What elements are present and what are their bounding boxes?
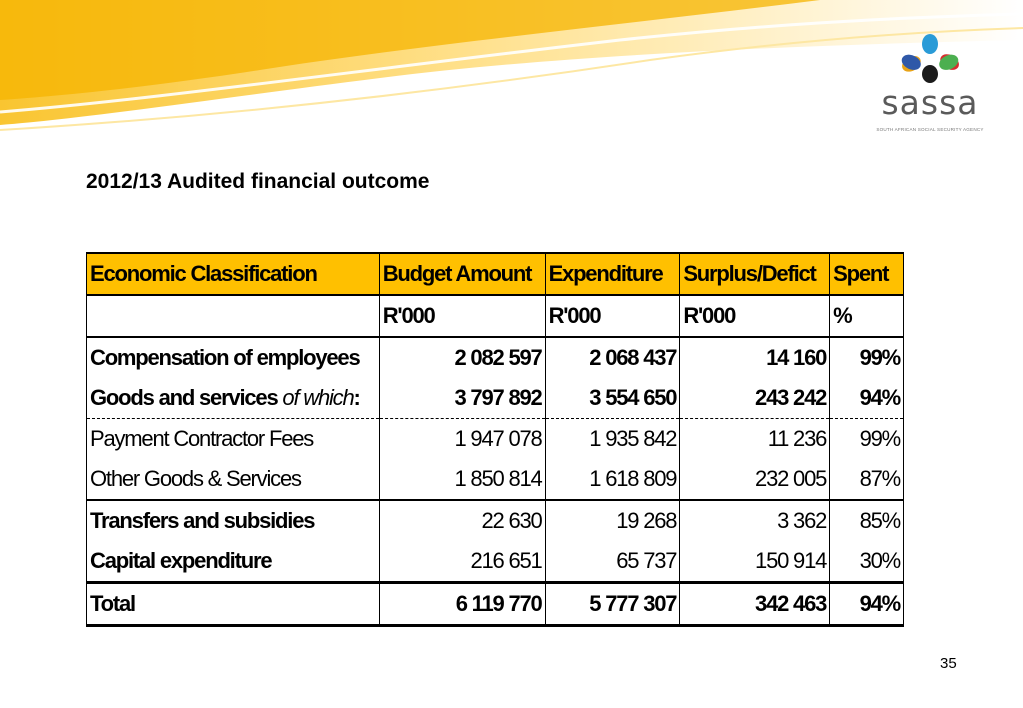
header-budget-amount: Budget Amount: [379, 253, 545, 295]
row-label: Capital expenditure: [87, 541, 380, 583]
spent-cell: 30%: [830, 541, 904, 583]
row-label-colon: :: [353, 385, 360, 410]
budget-cell: 216 651: [379, 541, 545, 583]
logo-subtitle: SOUTH AFRICAN SOCIAL SECURITY AGENCY: [876, 127, 984, 132]
total-row: [87, 583, 904, 626]
spent-cell: 87%: [830, 459, 904, 500]
total-surplus-cell: 342 463: [680, 583, 830, 626]
table-row: [87, 419, 904, 460]
row-label: Transfers and subsidies: [87, 500, 380, 541]
unit-cell: R'000: [379, 295, 545, 337]
surplus-cell: 150 914: [680, 541, 830, 583]
table-row: [87, 500, 904, 541]
header-surplus-deficit: Surplus/Defict: [680, 253, 830, 295]
surplus-cell: 14 160: [680, 337, 830, 378]
slide-title: 2012/13 Audited financial outcome: [86, 170, 430, 193]
budget-cell: 2 082 597: [379, 337, 545, 378]
table-row: [87, 459, 904, 500]
row-label-main: Goods and services: [90, 385, 283, 410]
unit-cell: [87, 295, 380, 337]
row-label: [87, 378, 380, 419]
slide-number: 35: [940, 655, 957, 672]
total-expenditure-cell: 5 777 307: [545, 583, 680, 626]
budget-cell: 1 850 814: [379, 459, 545, 500]
surplus-cell: 3 362: [680, 500, 830, 541]
expenditure-cell: 65 737: [545, 541, 680, 583]
spent-cell: 85%: [830, 500, 904, 541]
unit-cell: R'000: [545, 295, 680, 337]
expenditure-cell: 19 268: [545, 500, 680, 541]
unit-cell: %: [830, 295, 904, 337]
row-label: Compensation of employees: [87, 337, 380, 378]
row-label: Other Goods & Services: [87, 459, 380, 500]
table-row: [87, 337, 904, 378]
spent-cell: 94%: [830, 378, 904, 419]
row-label-of-which: of which: [282, 385, 354, 410]
expenditure-cell: 2 068 437: [545, 337, 680, 378]
expenditure-cell: 1 618 809: [545, 459, 680, 500]
spent-cell: 99%: [830, 419, 904, 460]
unit-cell: R'000: [680, 295, 830, 337]
spent-cell: 99%: [830, 337, 904, 378]
expenditure-cell: 1 935 842: [545, 419, 680, 460]
table-row: [87, 378, 904, 419]
total-label: Total: [87, 583, 380, 626]
header-spent: Spent: [830, 253, 904, 295]
expenditure-cell: 3 554 650: [545, 378, 680, 419]
surplus-cell: 11 236: [680, 419, 830, 460]
row-label: Payment Contractor Fees: [87, 419, 380, 460]
total-budget-cell: 6 119 770: [379, 583, 545, 626]
surplus-cell: 243 242: [680, 378, 830, 419]
header-expenditure: Expenditure: [545, 253, 680, 295]
surplus-cell: 232 005: [680, 459, 830, 500]
total-spent-cell: 94%: [830, 583, 904, 626]
budget-cell: 1 947 078: [379, 419, 545, 460]
logo-wordmark: sassa: [881, 83, 979, 122]
table-row: [87, 541, 904, 583]
units-row: [87, 295, 904, 337]
financial-outcome-table: [86, 252, 904, 627]
header-economic-classification: Economic Classification: [87, 253, 380, 295]
budget-cell: 3 797 892: [379, 378, 545, 419]
sassa-logo: [860, 22, 1000, 142]
budget-cell: 22 630: [379, 500, 545, 541]
table-header-row: [87, 253, 904, 295]
